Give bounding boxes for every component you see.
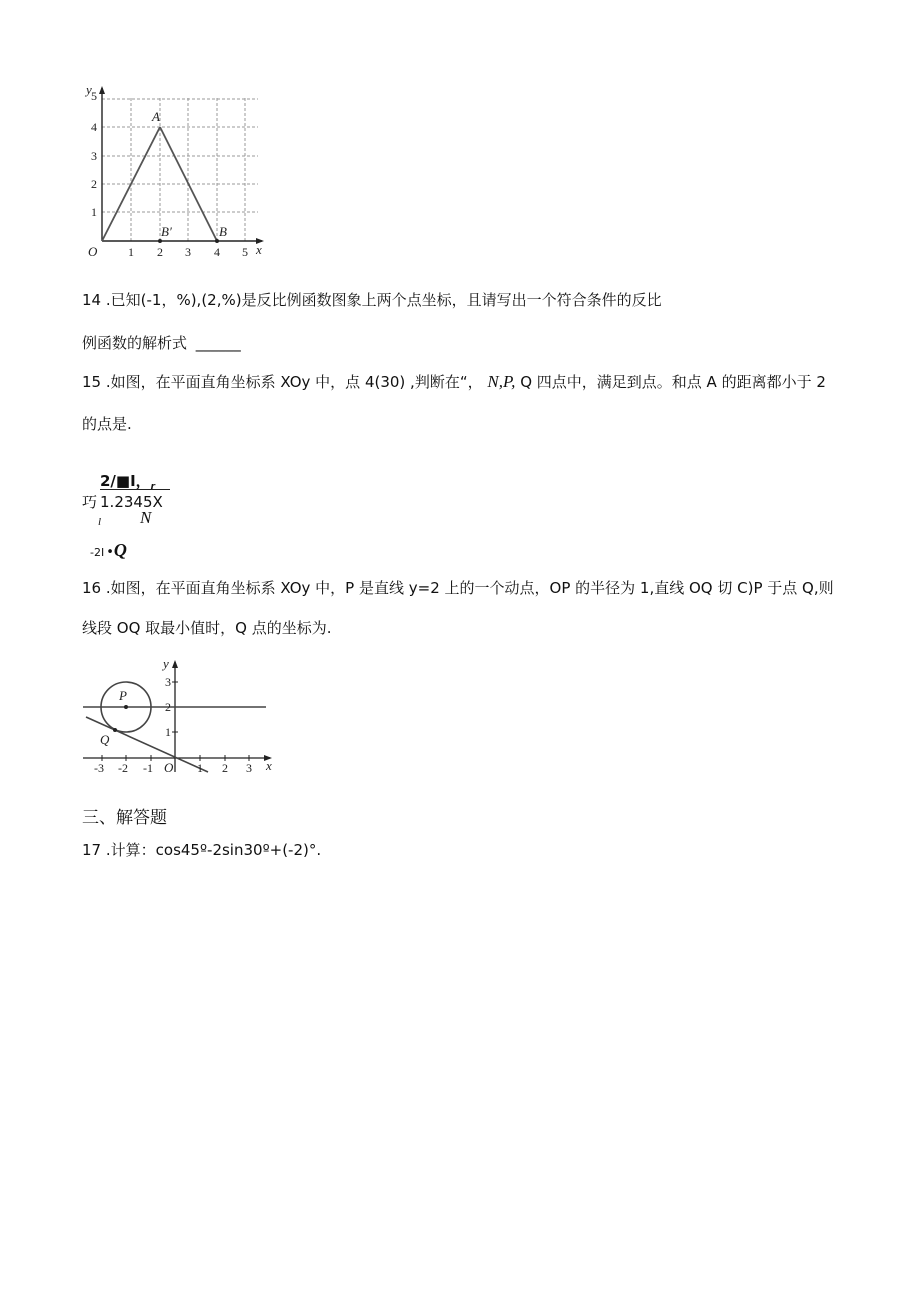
point-b-prime-label: B′: [161, 224, 172, 239]
y-tick-2-1: 1: [165, 725, 171, 739]
figure-circle-tangent: [78, 656, 283, 778]
y-tick-2-3: 3: [165, 675, 171, 689]
q15-figure-text: [82, 470, 202, 565]
q15-line2: [82, 414, 132, 434]
q15-fig-row4-prefix: -2I: [90, 546, 105, 559]
x-tick-2-neg2: -2: [118, 761, 128, 775]
q17-text: .计算：cos45º-2sin30º+(-2)°.: [105, 841, 322, 859]
point-p-dot: [124, 705, 128, 709]
y-axis-label: y: [86, 82, 92, 97]
q15-fig-row3-small: l: [98, 516, 102, 528]
x-tick-2-2: 2: [222, 761, 228, 775]
q17-number: 17: [82, 841, 102, 859]
q14-line1: [82, 290, 662, 310]
q15-fig-row2-prefix: 巧: [82, 493, 98, 511]
q15-number: 15: [82, 373, 102, 391]
x-tick-5: 5: [242, 245, 248, 259]
x-axis-label-2: x: [266, 758, 272, 773]
y-tick-3: 3: [91, 149, 97, 163]
figure-triangle-grid: [78, 78, 268, 263]
origin-label-2: O: [164, 760, 174, 775]
y-axis-arrow-2: [172, 660, 178, 668]
x-axis-label: x: [256, 242, 262, 257]
point-b-dot: [215, 239, 219, 243]
axes: [102, 88, 262, 241]
q15-text-part2: Q 四点中，满足到点。和点 A 的距离都小于 2: [520, 373, 826, 391]
x-tick-2-1: 1: [197, 761, 203, 775]
section-title-answers: 三、解答题: [82, 808, 167, 828]
point-b-prime-dot: [158, 239, 162, 243]
q15-fig-row4: [90, 540, 127, 561]
q15-fig-row4-dot: •: [106, 545, 114, 560]
q15-text-line2: 的点是.: [82, 415, 132, 433]
q15-fig-row3: [98, 508, 152, 529]
y-axis-arrow: [99, 86, 105, 94]
q14-number: 14: [82, 291, 102, 309]
q16-text-line2: 线段 OQ 取最小值时，Q 点的坐标为.: [82, 619, 332, 637]
y-tick-5: 5: [91, 89, 97, 103]
q14-text-line2: 例函数的解析式: [82, 334, 188, 352]
point-b-label: B: [219, 224, 227, 239]
axes-2: [83, 662, 270, 772]
x-tick-2-neg3: -3: [94, 761, 104, 775]
q14-text-line1: .已知(-1，%),(2,%)是反比例函数图象上两个点坐标，且请写出一个符合条件的反比: [105, 291, 662, 309]
x-tick-4: 4: [214, 245, 220, 259]
q16-line1: [82, 578, 834, 598]
point-a-label: A: [152, 109, 160, 124]
x-tick-1: 1: [128, 245, 134, 259]
q17-line: [82, 840, 321, 860]
y-tick-1: 1: [91, 205, 97, 219]
q16-text-line1: .如图，在平面直角坐标系 XOy 中，P 是直线 y=2 上的一个动点，OP 的半径为 1,直线 OQ 切 C)P 于点 Q,则: [105, 579, 834, 597]
x-tick-2-3: 3: [246, 761, 252, 775]
x-tick-2-neg1: -1: [143, 761, 153, 775]
q15-fig-rule: [100, 489, 170, 490]
q15-fig-row2-text: 1.2345X: [100, 493, 163, 511]
q15-line1: [82, 372, 826, 392]
point-q-dot: [113, 728, 117, 732]
q15-text-part1: .如图，在平面直角坐标系 XOy 中，点 4(30) ,判断在“，: [105, 373, 483, 391]
x-tick-2: 2: [157, 245, 163, 259]
q15-points-italic: N,P,: [487, 372, 516, 391]
y-axis-label-2: y: [163, 656, 169, 671]
q15-fig-row1-text: 2/■I，: [100, 472, 151, 490]
q14-line2: [82, 333, 241, 353]
point-q-label: Q: [100, 732, 110, 747]
y-tick-2-2: 2: [165, 700, 171, 714]
grid-lines: [102, 98, 258, 241]
q16-line2: [82, 618, 332, 638]
y-tick-2: 2: [91, 177, 97, 191]
q15-fig-row1-small: r: [150, 482, 156, 492]
q15-fig-row3-n: N: [140, 508, 152, 527]
y-tick-4: 4: [91, 120, 97, 134]
q15-fig-row4-q: Q: [113, 540, 127, 560]
q14-answer-blank[interactable]: ______: [195, 334, 241, 352]
point-p-label: P: [119, 688, 127, 703]
origin-label: O: [88, 244, 98, 259]
q16-number: 16: [82, 579, 102, 597]
x-tick-3: 3: [185, 245, 191, 259]
